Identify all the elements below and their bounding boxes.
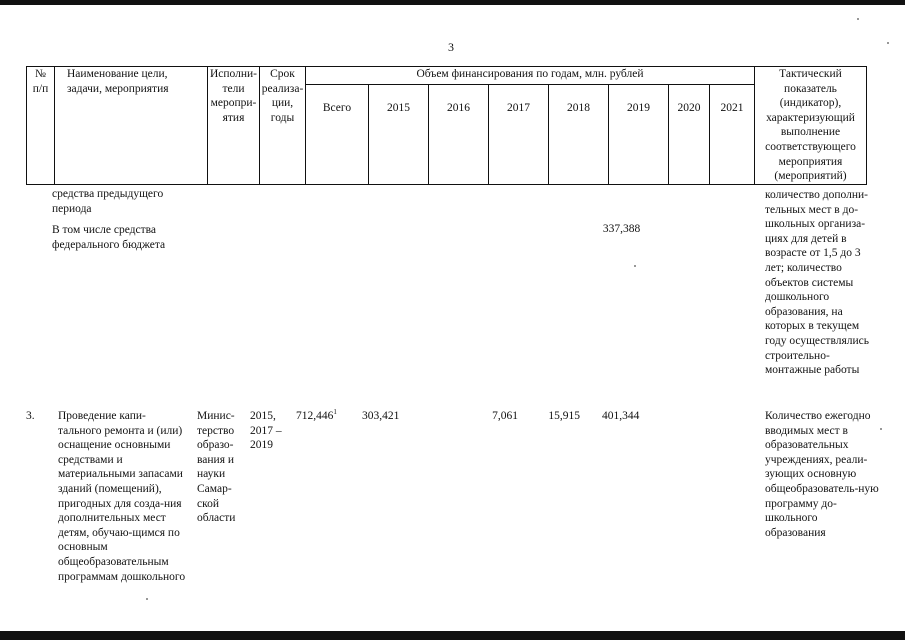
header-name: Наименование цели, задачи, мероприятия — [55, 67, 208, 185]
header-year-2020: 2020 — [669, 85, 710, 185]
scan-border-top — [0, 0, 905, 5]
header-year-2018: 2018 — [549, 85, 609, 185]
row3-term: 2015, 2017 – 2019 — [250, 410, 282, 452]
scan-speck — [887, 42, 889, 44]
row3-total-cell — [296, 409, 356, 424]
row3-total: 712,446 — [296, 410, 334, 422]
row3-name: Проведение капи-тального ремонта и (или) оснащение основными средствами и материальными запасами зданий (помещений), пригодных для созда-ния дополнительных мест детям, обучаю-щимся по основным общеобразовательным программам дошкольного — [58, 410, 186, 583]
continuation-text-2: В том числе средства федерального бюджета — [52, 224, 166, 251]
row3-total-footnote: 1 — [333, 408, 337, 416]
scan-speck — [634, 265, 636, 267]
row3-number: 3. — [26, 410, 35, 422]
row3-2019: 401,344 — [602, 410, 640, 422]
header-number: № п/п — [27, 67, 55, 185]
row3-2015: 303,421 — [362, 410, 400, 422]
row3-executor: Минис-терство образо-вания и науки Самар-ской области — [197, 410, 236, 525]
table-header — [26, 66, 867, 185]
scan-speck — [857, 18, 859, 20]
continuation-value-2019: 337,388 — [602, 223, 641, 235]
scan-speck — [146, 598, 148, 600]
header-funding: Объем финансирования по годам, млн. рублей — [306, 67, 755, 85]
page-number: 3 — [448, 40, 454, 54]
header-year-2015: 2015 — [369, 85, 429, 185]
header-year-2021: 2021 — [710, 85, 755, 185]
scan-speck — [880, 428, 882, 430]
row3-indicator: Количество ежегодно вводимых мест в образовательных учреждениях, реали-зующих основную общеобразователь-ную программу до-школьного образования — [765, 410, 879, 539]
continuation-text-1: средства предыдущего периода — [52, 188, 164, 215]
row3-2017: 7,061 — [492, 410, 518, 422]
header-indicator: Тактический показатель (индикатор), характеризующий выполнение соответствующего мероприятия (мероприятий) — [755, 67, 867, 185]
header-year-2017: 2017 — [489, 85, 549, 185]
header-term: Срок реализа- ции, годы — [260, 67, 306, 185]
row3-2018: 15,915 — [548, 410, 580, 422]
header-year-2016: 2016 — [429, 85, 489, 185]
header-year-2019: 2019 — [609, 85, 669, 185]
scan-border-bottom — [0, 631, 905, 640]
header-executor: Исполни- тели меропри- ятия — [208, 67, 260, 185]
continuation-indicator: количество дополни-тельных мест в до-школьных организа-циях для детей в возрасте от 1,5 до 3 лет; количество объектов системы дошкольного образования, на которых в текущем году осуществлялись строительно-монтажные работы — [765, 189, 869, 377]
header-total: Всего — [306, 85, 369, 185]
